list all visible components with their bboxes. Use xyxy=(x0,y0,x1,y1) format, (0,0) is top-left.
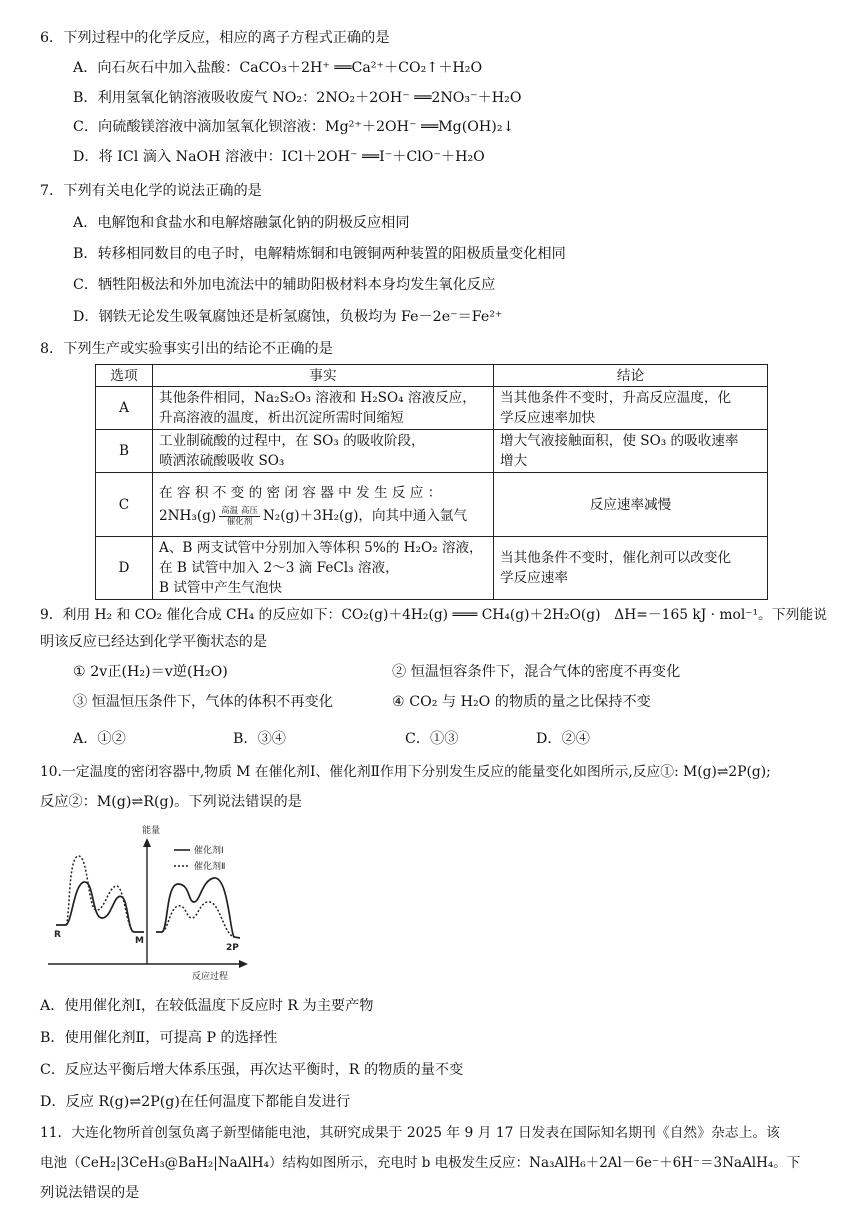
header-conclusion: 结论 xyxy=(494,365,768,387)
q7-option-c: C．牺牲阳极法和外加电流法中的辅助阳极材料本身均发生氧化反应 xyxy=(73,277,496,293)
table-row xyxy=(96,537,768,600)
q7-stem: 7．下列有关电化学的说法正确的是 xyxy=(40,183,262,199)
q6-option-a: A．向石灰石中加入盐酸：CaCO₃＋2H⁺ ══Ca²⁺＋CO₂↑＋H₂O xyxy=(73,60,483,76)
q11-stem-line1: 11．大连化物所首创氢负离子新型储能电池，其研究成果于 2025 年 9 月 17 日发表在国际知名期刊《自然》杂志上。该 xyxy=(40,1125,780,1141)
q7-option-d: D．钢铁无论发生吸氧腐蚀还是析氢腐蚀，负极均为 Fe－2e⁻＝Fe²⁺ xyxy=(73,309,503,325)
q7-option-b: B．转移相同数目的电子时，电解精炼铜和电镀铜两种装置的阳极质量变化相同 xyxy=(73,246,566,262)
y-axis-label: 能量 xyxy=(142,826,161,836)
table-row xyxy=(96,387,768,430)
energy-diagram xyxy=(44,822,254,982)
q6-option-b: B．利用氢氧化钠溶液吸收废气 NO₂：2NO₂＋2OH⁻ ══2NO₃⁻＋H₂O xyxy=(73,90,522,106)
q9-statement-2: ② 恒温恒容条件下，混合气体的密度不再变化 xyxy=(392,664,681,680)
legend-catalyst-2: 催化剂Ⅱ xyxy=(194,862,226,872)
x-axis-arrow xyxy=(239,960,248,968)
row-fact: 其他条件相同，Na₂S₂O₃ 溶液和 H₂SO₄ 溶液反应， 升高溶液的温度，析出沉淀所需时间缩短 xyxy=(153,387,494,430)
row-fact: 在 容 积 不 变 的 密 闭 容 器 中 发 生 反 应 ： 2NH₃(g) $\frac{\text{高温 高压}}{\text{催化剂}}$ N₂(g)＋3H₂(g)，向其中通入氩气 xyxy=(153,473,494,537)
q6-option-d: D．将 ICl 滴入 NaOH 溶液中：ICl＋2OH⁻ ══I⁻＋ClO⁻＋H₂O xyxy=(73,149,485,165)
q10-stem-line1: 10.一定温度的密闭容器中,物质 M 在催化剂Ⅰ、催化剂Ⅱ作用下分别发生反应的能量变化如图所示,反应①: M(g)⇌2P(g); xyxy=(40,764,771,780)
label-r: R xyxy=(54,930,61,940)
q7-option-a: A．电解饱和食盐水和电解熔融氯化钠的阴极反应相同 xyxy=(73,215,410,231)
row-option: B xyxy=(96,430,153,473)
q11-stem-line2: 电池（CeH₂|3CeH₃@BaH₂|NaAlH₄）结构如图所示，充电时 b 电极发生反应：Na₃AlH₆＋2Al－6e⁻＋6H⁻＝3NaAlH₄。下 xyxy=(40,1155,801,1171)
q8-stem: 8．下列生产或实验事实引出的结论不正确的是 xyxy=(40,341,333,357)
label-2p: 2P xyxy=(226,943,239,953)
row-option: A xyxy=(96,387,153,430)
q10-stem-line2: 反应②：M(g)⇌R(g)。下列说法错误的是 xyxy=(40,794,302,810)
q9-statement-3: ③ 恒温恒压条件下，气体的体积不再变化 xyxy=(73,694,333,710)
row-conclusion: 当其他条件不变时，催化剂可以改变化 学反应速率 xyxy=(494,537,768,600)
q9-option-d: D．②④ xyxy=(536,731,590,747)
header-option: 选项 xyxy=(96,365,153,387)
row-option: D xyxy=(96,537,153,600)
q10-option-d: D．反应 R(g)⇌2P(g)在任何温度下都能自发进行 xyxy=(40,1094,351,1110)
row-fact: A、B 两支试管中分别加入等体积 5%的 H₂O₂ 溶液， 在 B 试管中加入 2～3 滴 FeCl₃ 溶液， B 试管中产生气泡快 xyxy=(153,537,494,600)
q9-statement-4: ④ CO₂ 与 H₂O 的物质的量之比保持不变 xyxy=(392,694,651,710)
reaction-condition: $\frac{\text{高温 高压}}{\text{催化剂}}$ xyxy=(221,505,258,527)
y-axis-arrow xyxy=(143,838,151,847)
row-option: C xyxy=(96,473,153,537)
row-conclusion: 反应速率减慢 xyxy=(494,473,768,537)
q6-option-c: C．向硫酸镁溶液中滴加氢氧化钡溶液：Mg²⁺＋2OH⁻ ══Mg(OH)₂↓ xyxy=(73,119,515,135)
q9-option-a: A．①② xyxy=(73,731,126,747)
row-fact: 工业制硫酸的过程中，在 SO₃ 的吸收阶段， 喷洒浓硫酸吸收 SO₃ xyxy=(153,430,494,473)
header-fact: 事实 xyxy=(153,365,494,387)
q10-option-b: B．使用催化剂Ⅱ，可提高 P 的选择性 xyxy=(40,1030,278,1046)
q10-option-c: C．反应达平衡后增大体系压强，再次达平衡时，R 的物质的量不变 xyxy=(40,1062,464,1078)
q9-option-b: B．③④ xyxy=(233,731,286,747)
q9-stem-line1: 9．利用 H₂ 和 CO₂ 催化合成 CH₄ 的反应如下：CO₂(g)＋4H₂(g) ═══ CH₄(g)＋2H₂O(g) ΔH=－165 kJ · mol⁻¹。下列能说 xyxy=(40,607,828,623)
x-axis-label: 反应过程 xyxy=(192,972,229,982)
legend-catalyst-1: 催化剂Ⅰ xyxy=(194,846,224,856)
q9-statement-1: ① 2v正(H₂)＝v逆(H₂O) xyxy=(73,664,228,680)
q9-option-c: C．①③ xyxy=(405,731,459,747)
table-row xyxy=(96,430,768,473)
q6-stem: 6．下列过程中的化学反应，相应的离子方程式正确的是 xyxy=(40,30,390,46)
row-conclusion: 当其他条件不变时，升高反应温度，化 学反应速率加快 xyxy=(494,387,768,430)
label-m: M xyxy=(135,936,144,946)
q10-option-a: A．使用催化剂Ⅰ，在较低温度下反应时 R 为主要产物 xyxy=(40,998,374,1014)
catalyst-2-curve-right xyxy=(162,902,234,937)
q8-table xyxy=(95,364,768,600)
q9-stem-line2: 明该反应已经达到化学平衡状态的是 xyxy=(40,634,268,650)
catalyst-1-curve-left xyxy=(56,882,144,932)
table-row xyxy=(96,473,768,537)
table-header-row xyxy=(96,365,768,387)
row-conclusion: 增大气液接触面积，使 SO₃ 的吸收速率 增大 xyxy=(494,430,768,473)
q11-stem-line3: 列说法错误的是 xyxy=(40,1185,140,1201)
